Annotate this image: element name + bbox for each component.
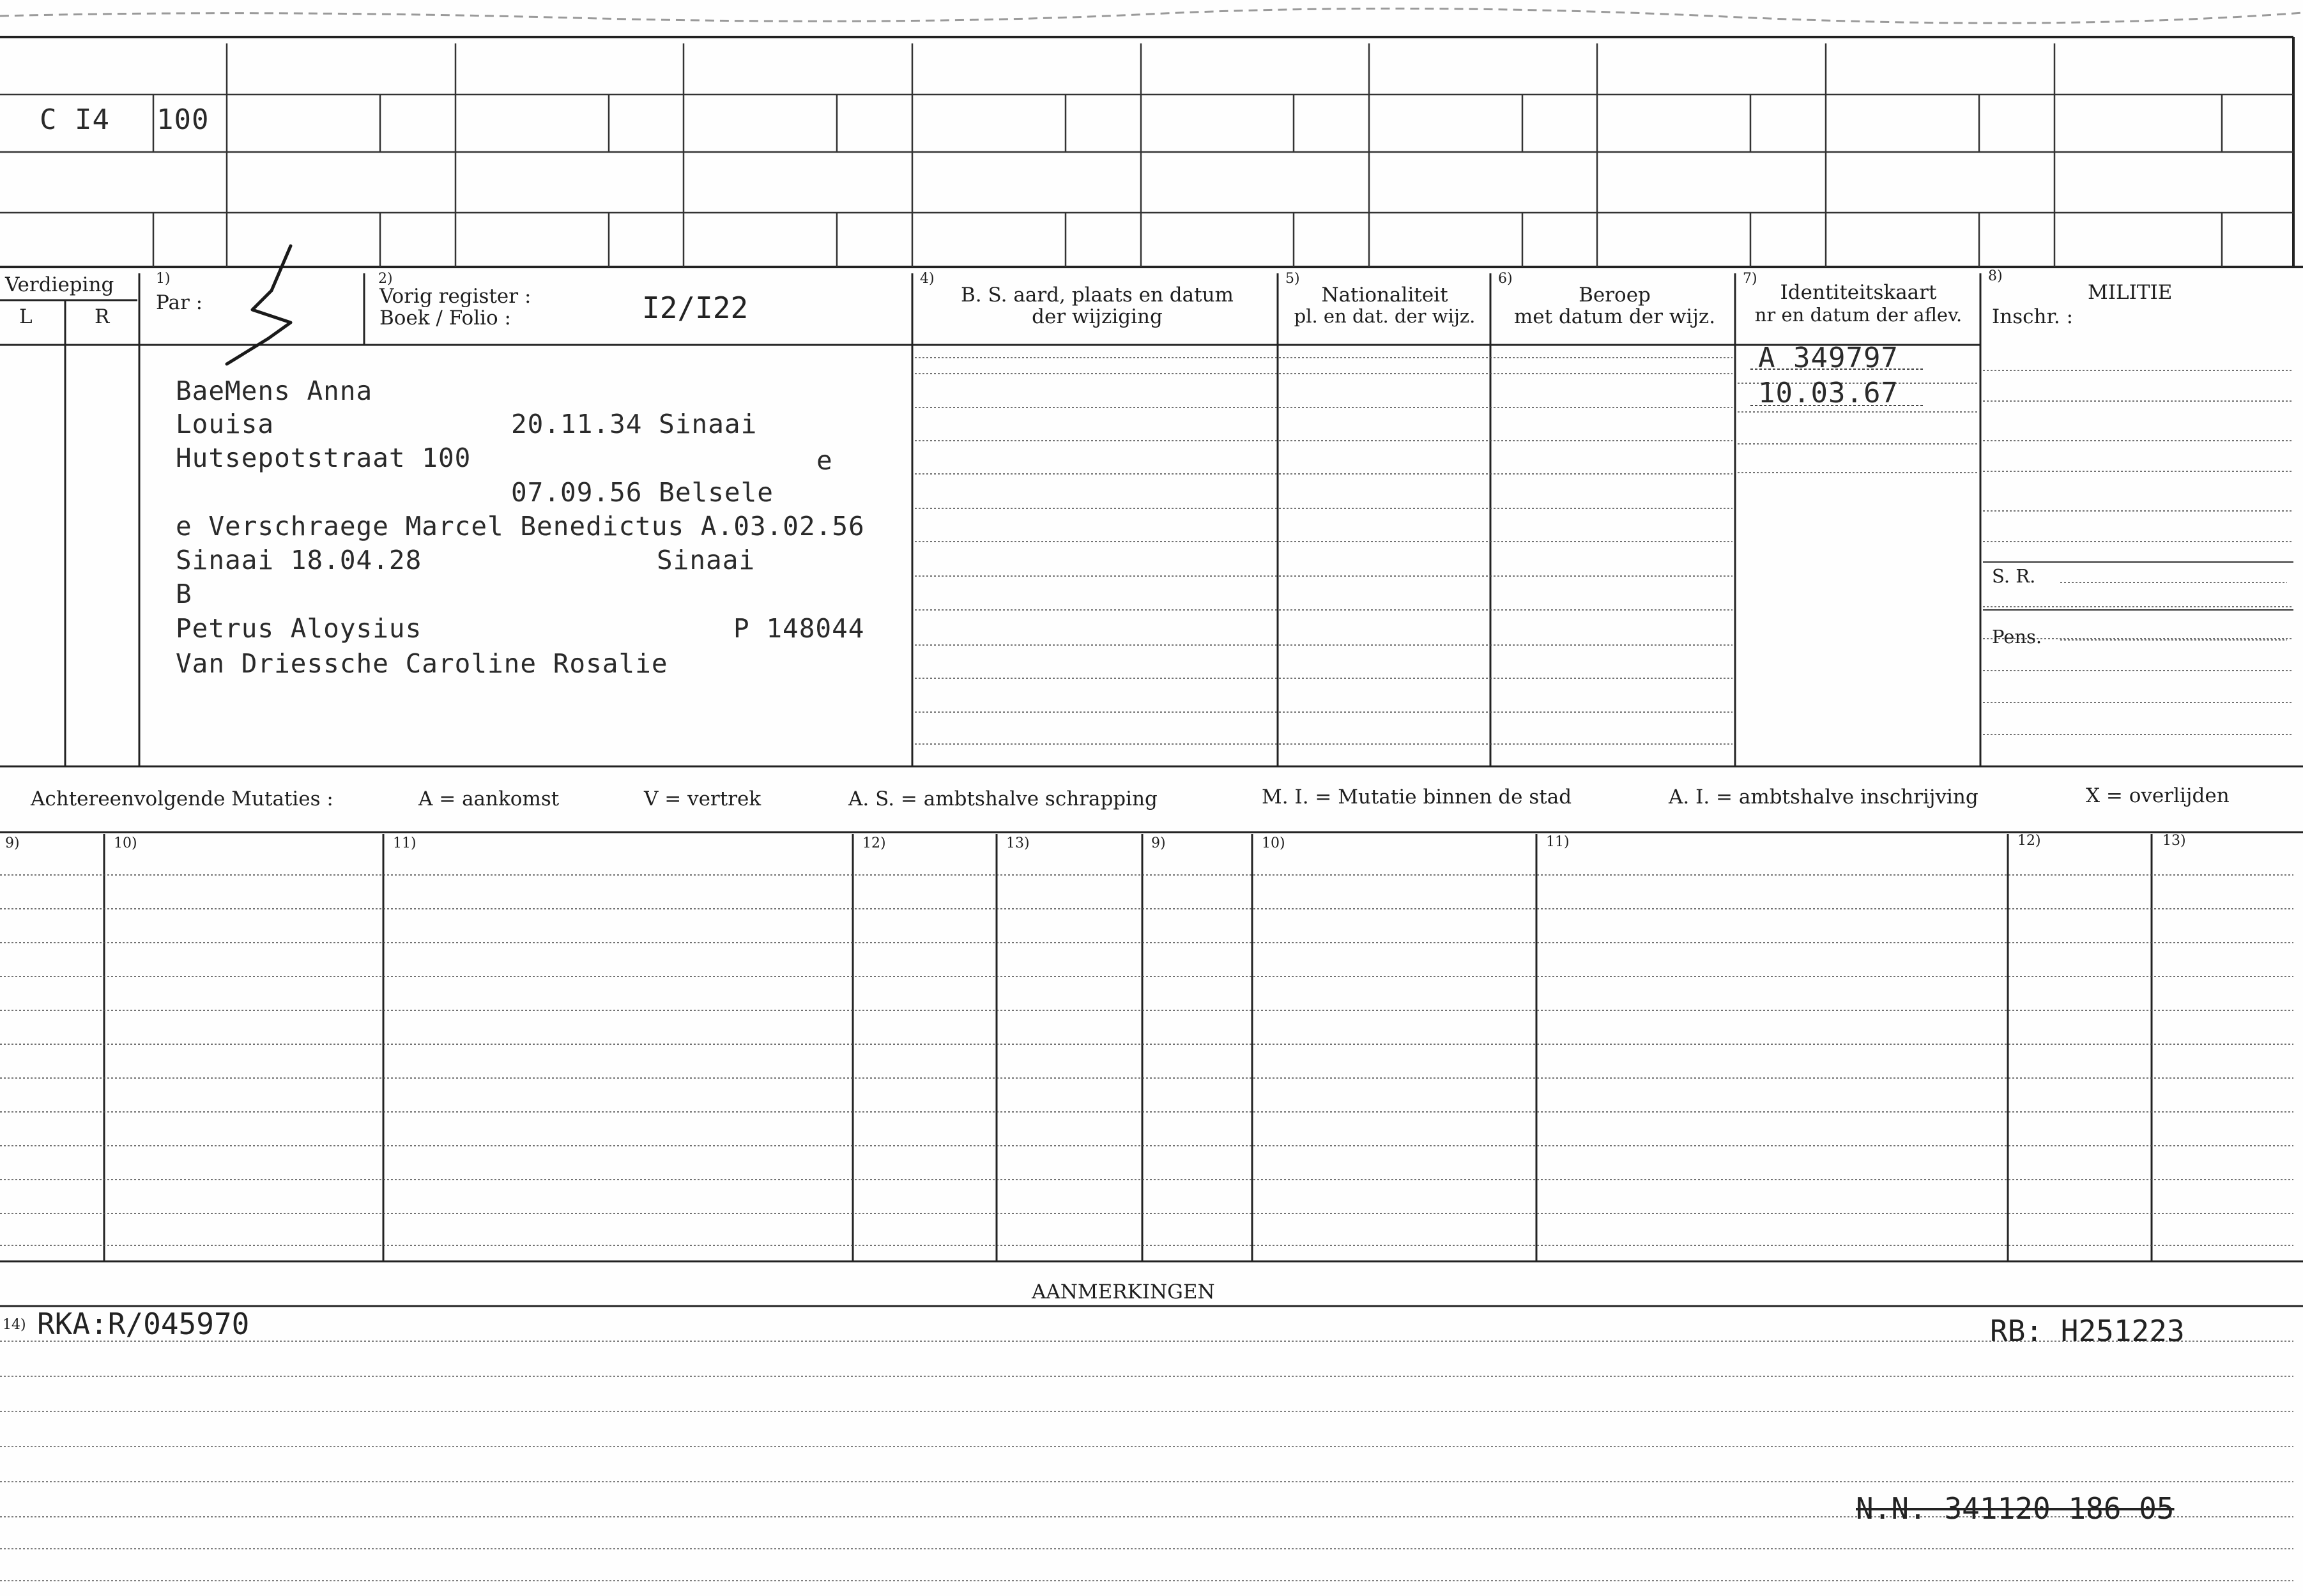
legend-mi: M. I. = Mutatie binnen de stad — [1262, 786, 1572, 809]
mut-col-10-a: 10) — [114, 835, 137, 851]
nat-header-1: Nationaliteit — [1321, 284, 1448, 307]
remarks-rb: RB: H251223 — [1990, 1314, 2185, 1348]
par-handwritten-mark — [227, 246, 291, 364]
mut-col-9-a: 9) — [5, 835, 20, 851]
id-header-2: nr en datum der aflev. — [1754, 304, 1963, 326]
register-value: I2/I22 — [642, 291, 749, 325]
person-mother: Van Driessche Caroline Rosalie — [176, 648, 668, 679]
col-num-7: 7) — [1743, 271, 1757, 287]
sr-label: S. R. — [1992, 565, 2036, 587]
person-marriage: 07.09.56 Belsele — [511, 477, 774, 508]
col-num-2: 2) — [378, 271, 393, 287]
person-birth: 20.11.34 Sinaai — [511, 409, 758, 439]
col-num-5: 5) — [1285, 271, 1300, 287]
mut-col-9-b: 9) — [1151, 835, 1166, 851]
remarks-rka: RKA:R/045970 — [37, 1307, 250, 1341]
person-address: Hutsepotstraat 100 — [176, 443, 471, 473]
pens-label: Pens. — [1992, 626, 2042, 648]
person-spouse-birth: Sinaai 18.04.28 — [176, 545, 422, 575]
bs-header-2: der wijziging — [1032, 305, 1163, 328]
boek-folio-label: Boek / Folio : — [379, 307, 511, 330]
mut-col-10-b: 10) — [1262, 835, 1285, 851]
floor-r-label: R — [95, 305, 110, 328]
mut-col-13-b: 13) — [2162, 833, 2186, 849]
legend-a: A = aankomst — [418, 787, 560, 810]
militie-header: MILITIE — [2088, 281, 2173, 304]
col-num-4: 4) — [920, 271, 935, 287]
house-number: 100 — [157, 103, 210, 136]
card-code: C I4 — [40, 103, 110, 136]
id-header-1: Identiteitskaart — [1780, 281, 1937, 304]
person-line-1: BaeMens Anna — [176, 376, 373, 406]
col-num-8: 8) — [1988, 268, 2003, 284]
verdieping-label: Verdieping — [5, 273, 114, 296]
id-card-number: A 349797 — [1758, 342, 1899, 374]
person-line-b: B — [176, 579, 192, 609]
beroep-header-1: Beroep — [1579, 284, 1651, 307]
vorig-register-label: Vorig register : — [379, 285, 532, 308]
legend-x: X = overlijden — [2086, 784, 2230, 807]
par-label: Par : — [156, 291, 203, 314]
nat-header-2: pl. en dat. der wijz. — [1294, 305, 1476, 327]
mut-col-11-b: 11) — [1546, 834, 1570, 850]
inschr-label: Inschr. : — [1992, 305, 2074, 328]
legend-ai: A. I. = ambtshalve inschrijving — [1669, 786, 1978, 809]
remarks-nn: N.N. 341120 186 05 — [1856, 1491, 2175, 1526]
col-num-1: 1) — [156, 271, 171, 287]
person-spouse: e Verschraege Marcel Benedictus A.03.02.56 — [176, 511, 865, 542]
remarks-title: AANMERKINGEN — [1032, 1281, 1215, 1303]
person-address-mark: e — [816, 445, 833, 476]
person-given-names: Louisa — [176, 409, 275, 439]
mut-col-12-a: 12) — [862, 835, 886, 851]
mut-col-13-a: 13) — [1006, 835, 1030, 851]
person-spouse-birthplace: Sinaai — [657, 545, 756, 575]
legend-as: A. S. = ambtshalve schrapping — [848, 787, 1158, 810]
legend-title: Achtereenvolgende Mutaties : — [31, 787, 333, 810]
id-card-date: 10.03.67 — [1758, 377, 1899, 409]
remarks-num: 14) — [3, 1317, 26, 1333]
person-father: Petrus Aloysius — [176, 613, 422, 644]
mut-col-12-b: 12) — [2017, 833, 2041, 849]
beroep-header-2: met datum der wijz. — [1513, 305, 1716, 328]
legend-v: V = vertrek — [644, 787, 761, 810]
col-num-6: 6) — [1498, 271, 1513, 287]
mut-col-11-a: 11) — [393, 835, 417, 851]
bs-header-1: B. S. aard, plaats en datum — [961, 284, 1234, 307]
floor-l-label: L — [19, 305, 33, 328]
person-reference: P 148044 — [733, 613, 865, 644]
